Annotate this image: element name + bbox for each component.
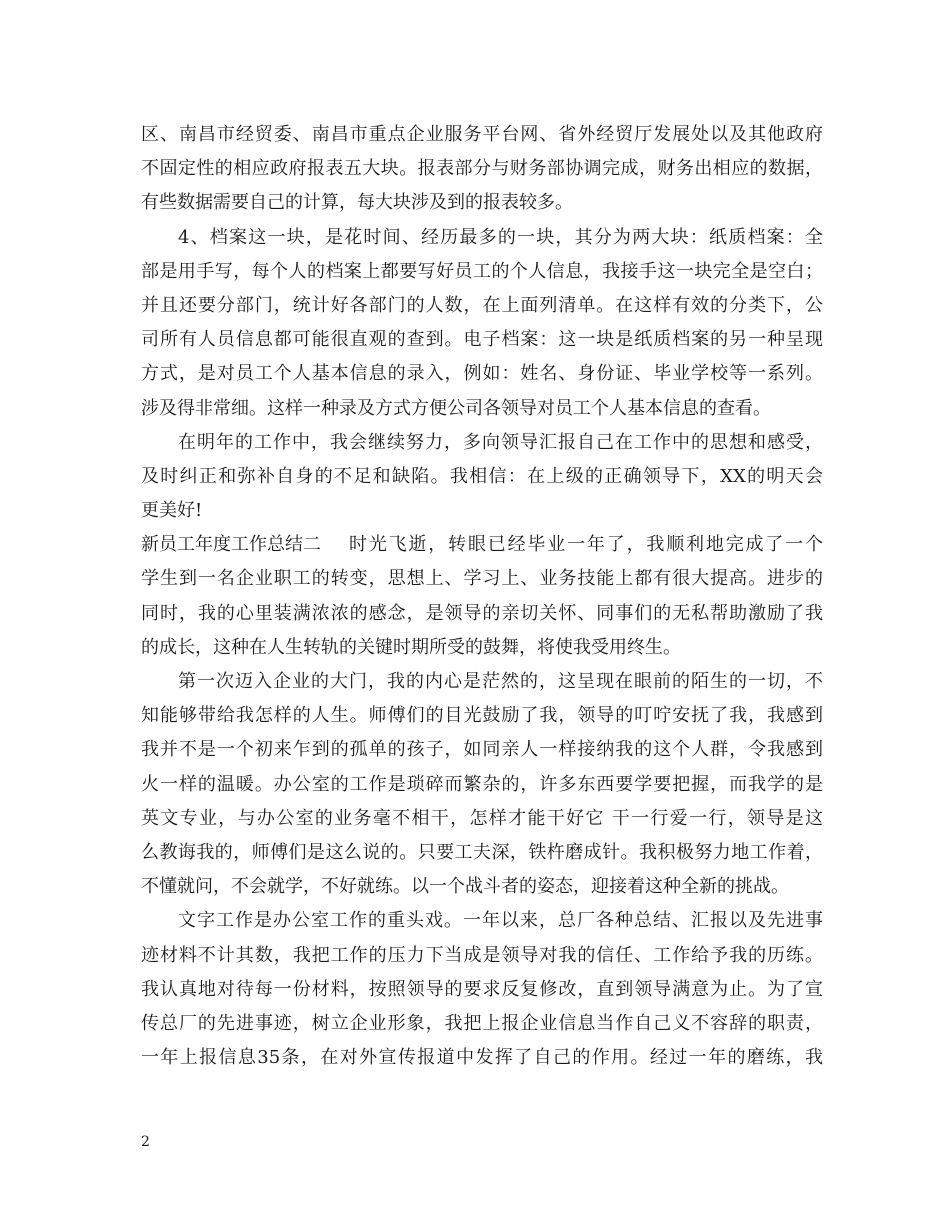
text-line: 学生到一名企业职工的转变，思想上、学习上、业务技能上都有很大提高。进步的	[141, 568, 823, 590]
text-line: 及时纠正和弥补自身的不足和缺陷。我相信：在上级的正确领导下，XX的明天会	[141, 465, 823, 487]
text-line: 并且还要分部门，统计好各部门的人数，在上面列清单。在这样有效的分类下，公	[141, 294, 823, 316]
text-line: 区、南昌市经贸委、南昌市重点企业服务平台网、省外经贸厅发展处以及其他政府	[141, 124, 823, 145]
text-line: 方式，是对员工个人基本信息的录入，例如：姓名、身份证、毕业学校等一系列。	[141, 363, 823, 385]
text-line: 迹材料不计其数，我把工作的压力下当成是领导对我的信任、工作给予我的历练。	[141, 944, 823, 966]
text-line: 更美好!	[141, 500, 203, 522]
text-line: 火一样的温暖。办公室的工作是琐碎而繁杂的，许多东西要学要把握，而我学的是	[141, 773, 823, 795]
text-line: 不懂就问，不会就学，不好就练。以一个战斗者的姿态，迎接着这种全新的挑战。	[141, 876, 789, 898]
text-line: 第一次迈入企业的大门，我的内心是茫然的，这呈现在眼前的陌生的一切，不	[178, 671, 823, 692]
section-heading: 新员工年度工作总结二	[141, 534, 321, 556]
text-line: 我认真地对待每一份材料，按照领导的要求反复修改，直到领导满意为止。为了宣	[141, 978, 823, 1000]
text-line: 传总厂的先进事迹，树立企业形象，我把上报企业信息当作自己义不容辞的职责，	[141, 1012, 823, 1034]
text-line: 同时，我的心里装满浓浓的感念，是领导的亲切关怀、同事们的无私帮助激励了我	[141, 602, 823, 624]
document-body	[141, 118, 823, 1075]
text-line: 的成长，这种在人生转轨的关键时期所受的鼓舞，将使我受用终生。	[141, 636, 681, 658]
section-heading-line	[141, 528, 823, 562]
text-line: 有些数据需要自己的计算，每大块涉及到的报表较多。	[141, 192, 573, 214]
text-line: 不固定性的相应政府报表五大块。报表部分与财务部协调完成，财务出相应的数据，	[141, 158, 823, 180]
text-line: 知能够带给我怎样的人生。师傅们的目光鼓励了我，领导的叮咛安抚了我，我感到	[141, 705, 823, 727]
text-line: 我并不是一个初来乍到的孤单的孩子，如同亲人一样接纳我的这个人群，令我感到	[141, 739, 823, 761]
page-number: 2	[141, 1134, 150, 1150]
text-line: 么教诲我的，师傅们是这么说的。只要工夫深，铁杵磨成针。我积极努力地工作着，	[141, 841, 823, 863]
text-line: 司所有人员信息都可能很直观的查到。电子档案：这一块是纸质档案的另一种呈现	[141, 329, 823, 351]
text-line: 在明年的工作中，我会继续努力，多向领导汇报自己在工作中的思想和感受，	[178, 431, 823, 453]
text-line: 文字工作是办公室工作的重头戏。一年以来，总厂各种总结、汇报以及先进事	[178, 910, 823, 932]
text-line: 英文专业，与办公室的业务毫不相干，怎样才能干好它 干一行爱一行，领导是这	[141, 807, 823, 829]
text-line: 部是用手写，每个人的档案上都要写好员工的个人信息，我接手这一块完全是空白；	[141, 260, 823, 282]
text-line: 4、档案这一块，是花时间、经历最多的一块，其分为两大块：纸质档案：全	[178, 226, 823, 248]
text-line: 时光飞逝，转眼已经毕业一年了，我顺利地完成了一个	[349, 534, 823, 556]
text-line: 涉及得非常细。这样一种录及方式方便公司各领导对员工个人基本信息的查看。	[141, 397, 771, 419]
text-line: 一年上报信息35条，在对外宣传报道中发挥了自己的作用。经过一年的磨练，我	[141, 1047, 823, 1069]
